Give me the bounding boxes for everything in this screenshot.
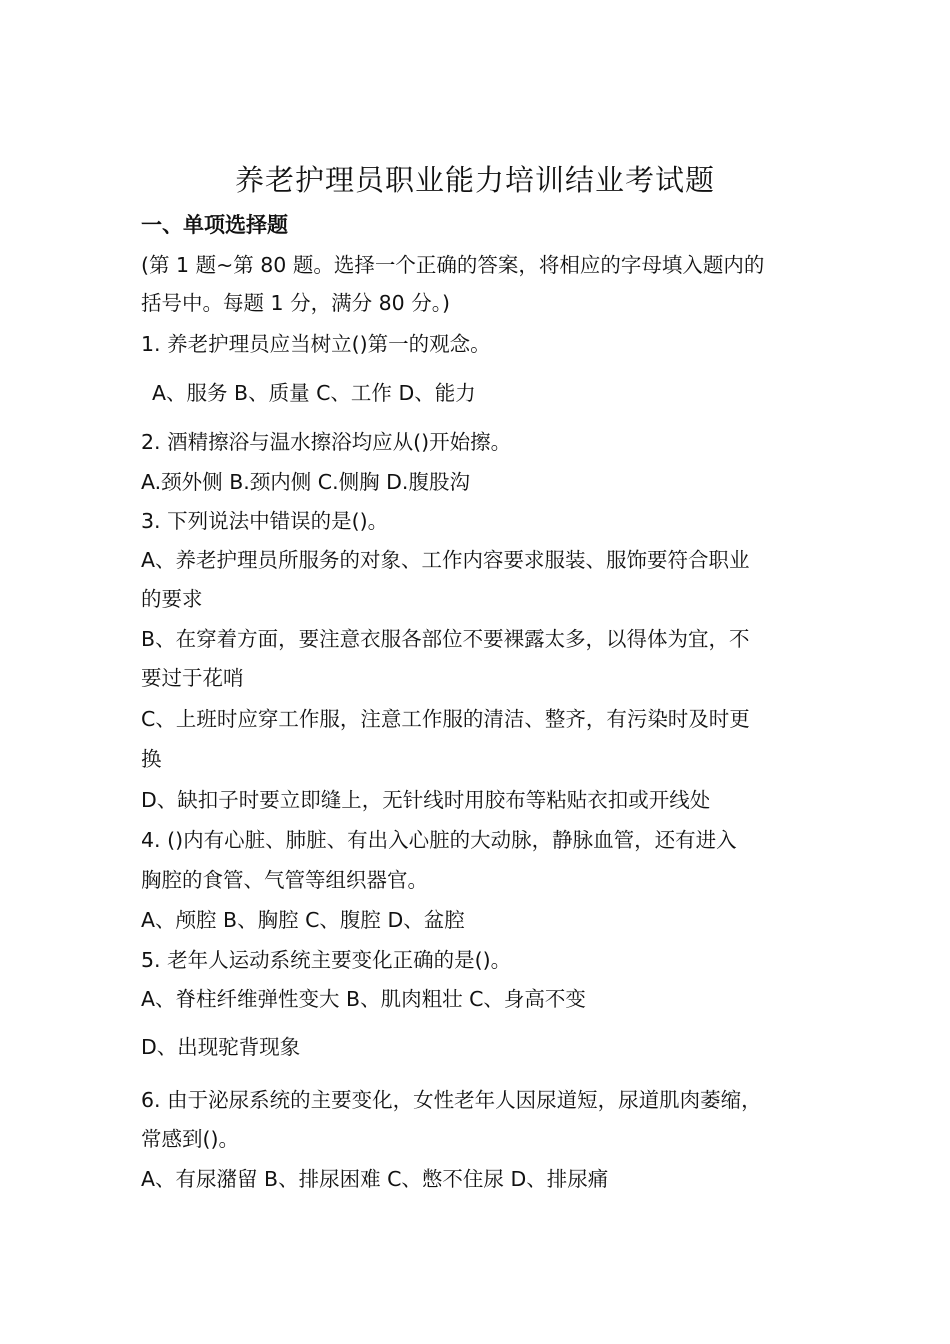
question-3-option-a-line-2: 的要求 (141, 587, 203, 611)
question-3-option-d: D、缺扣子时要立即缝上，无针线时用胶布等粘贴衣扣或开线处 (141, 788, 711, 812)
question-5-text: 5. 老年人运动系统主要变化正确的是()。 (141, 948, 512, 972)
question-4-options: A、颅腔 B、胸腔 C、腹腔 D、盆腔 (141, 908, 465, 932)
question-5-options-line-2: D、出现驼背现象 (141, 1035, 301, 1059)
question-4-text-line-1: 4. ()内有心脏、肺脏、有出入心脏的大动脉，静脉血管，还有进入 (141, 828, 737, 852)
question-1-text: 1. 养老护理员应当树立()第一的观念。 (141, 332, 491, 356)
instructions-line-2: 括号中。每题 1 分，满分 80 分。) (141, 291, 450, 315)
question-5-options-line-1: A、脊柱纤维弹性变大 B、肌肉粗壮 C、身高不变 (141, 987, 586, 1011)
document-title: 养老护理员职业能力培训结业考试题 (234, 163, 715, 197)
question-1-options: A、服务 B、质量 C、工作 D、能力 (152, 381, 476, 405)
question-3-option-a-line-1: A、养老护理员所服务的对象、工作内容要求服装、服饰要符合职业 (141, 548, 750, 572)
question-3-option-b-line-2: 要过于花哨 (141, 666, 244, 690)
question-6-options: A、有尿潴留 B、排尿困难 C、憋不住尿 D、排尿痛 (141, 1167, 609, 1191)
question-3-text: 3. 下列说法中错误的是()。 (141, 509, 389, 533)
question-4-text-line-2: 胸腔的食管、气管等组织器官。 (141, 868, 428, 892)
question-3-option-b-line-1: B、在穿着方面，要注意衣服各部位不要裸露太多，以得体为宜，不 (141, 627, 750, 651)
question-2-options: A.颈外侧 B.颈内侧 C.侧胸 D.腹股沟 (141, 470, 470, 494)
question-6-text-line-2: 常感到()。 (141, 1127, 239, 1151)
question-3-option-c-line-1: C、上班时应穿工作服，注意工作服的清洁、整齐，有污染时及时更 (141, 707, 750, 731)
instructions-line-1: (第 1 题~第 80 题。选择一个正确的答案，将相应的字母填入题内的 (141, 253, 765, 277)
question-3-option-c-line-2: 换 (141, 747, 162, 771)
section-heading: 一、单项选择题 (141, 213, 288, 237)
question-6-text-line-1: 6. 由于泌尿系统的主要变化，女性老年人因尿道短，尿道肌肉萎缩， (141, 1088, 762, 1112)
question-2-text: 2. 酒精擦浴与温水擦浴均应从()开始擦。 (141, 430, 512, 454)
